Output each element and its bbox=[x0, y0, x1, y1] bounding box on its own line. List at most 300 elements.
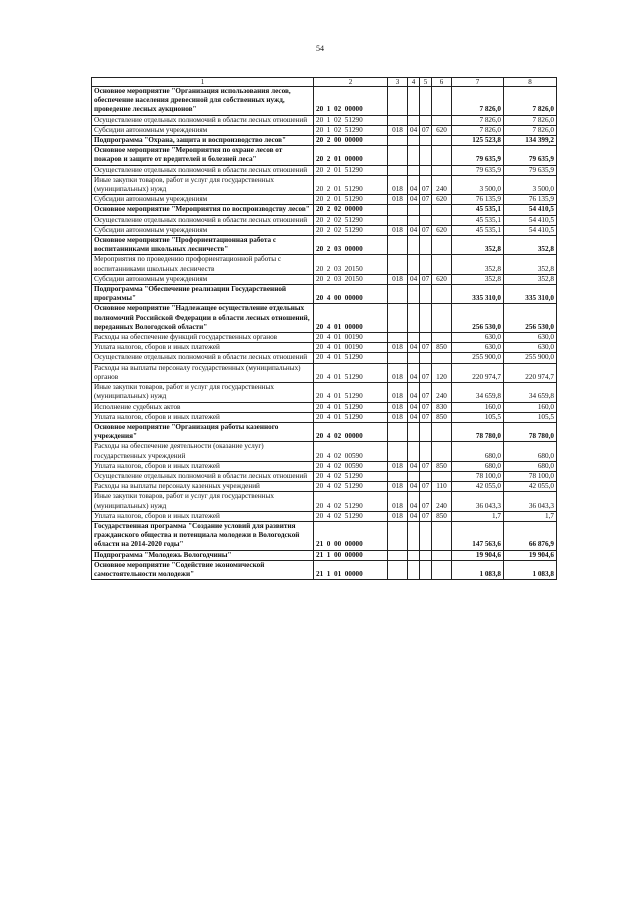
row-section bbox=[408, 146, 420, 165]
row-subsection bbox=[420, 422, 432, 441]
row-amount-year-2: 54 410,5 bbox=[504, 225, 557, 235]
row-amount-year-2: 630,0 bbox=[504, 343, 557, 353]
row-name: Осуществление отдельных полномочий в области лесных отношений bbox=[92, 165, 314, 175]
row-name: Основное мероприятие "Организация использования лесов, обеспечение населения древесиной для собственных нужд, проведение лесных аукционов" bbox=[92, 87, 314, 116]
row-expense-type bbox=[432, 255, 452, 274]
row-amount-year-2: 335 310,0 bbox=[504, 285, 557, 304]
row-amount-year-1: 45 535,1 bbox=[452, 215, 504, 225]
table-row bbox=[92, 136, 557, 146]
column-header: 2 bbox=[314, 78, 388, 87]
row-code: 20 2 02 51290 bbox=[314, 215, 388, 225]
row-name: Основное мероприятие "Мероприятия по воспроизводству лесов" bbox=[92, 205, 314, 215]
table-row bbox=[92, 521, 557, 550]
row-name: Расходы на обеспечение функций государственных органов bbox=[92, 333, 314, 343]
row-subsection bbox=[420, 87, 432, 116]
row-amount-year-2: 7 826,0 bbox=[504, 87, 557, 116]
row-department bbox=[388, 115, 408, 125]
row-subsection: 07 bbox=[420, 383, 432, 402]
row-expense-type: 110 bbox=[432, 482, 452, 492]
row-name: Субсидии автономным учреждениям bbox=[92, 274, 314, 284]
row-amount-year-2: 1 083,8 bbox=[504, 560, 557, 579]
table-row bbox=[92, 471, 557, 481]
row-amount-year-2: 256 530,0 bbox=[504, 304, 557, 333]
row-subsection bbox=[420, 205, 432, 215]
row-section bbox=[408, 215, 420, 225]
row-expense-type bbox=[432, 521, 452, 550]
row-expense-type: 850 bbox=[432, 461, 452, 471]
row-amount-year-2: 34 659,8 bbox=[504, 383, 557, 402]
row-name: Подпрограмма "Молодежь Вологодчины" bbox=[92, 550, 314, 560]
row-amount-year-2: 105,5 bbox=[504, 412, 557, 422]
row-section bbox=[408, 333, 420, 343]
table-row bbox=[92, 412, 557, 422]
row-code: 20 4 01 51290 bbox=[314, 353, 388, 363]
row-amount-year-2: 352,8 bbox=[504, 274, 557, 284]
row-name: Уплата налогов, сборов и иных платежей bbox=[92, 461, 314, 471]
row-code: 21 1 00 00000 bbox=[314, 550, 388, 560]
row-code: 20 2 03 20150 bbox=[314, 274, 388, 284]
row-amount-year-1: 76 135,9 bbox=[452, 195, 504, 205]
row-section bbox=[408, 115, 420, 125]
row-expense-type bbox=[432, 285, 452, 304]
row-department bbox=[388, 215, 408, 225]
column-header: 5 bbox=[420, 78, 432, 87]
row-code: 20 4 01 00190 bbox=[314, 333, 388, 343]
row-amount-year-1: 1 083,8 bbox=[452, 560, 504, 579]
row-code: 20 2 01 00000 bbox=[314, 146, 388, 165]
row-subsection: 07 bbox=[420, 402, 432, 412]
row-expense-type bbox=[432, 304, 452, 333]
row-amount-year-1: 34 659,8 bbox=[452, 383, 504, 402]
row-expense-type: 240 bbox=[432, 175, 452, 194]
row-amount-year-1: 36 043,3 bbox=[452, 492, 504, 511]
row-subsection: 07 bbox=[420, 511, 432, 521]
row-department: 018 bbox=[388, 492, 408, 511]
row-name: Осуществление отдельных полномочий в области лесных отношений bbox=[92, 471, 314, 481]
row-subsection bbox=[420, 304, 432, 333]
table-row bbox=[92, 482, 557, 492]
row-amount-year-1: 352,8 bbox=[452, 274, 504, 284]
page-number: 54 bbox=[316, 44, 324, 53]
row-amount-year-2: 19 904,6 bbox=[504, 550, 557, 560]
row-department bbox=[388, 285, 408, 304]
table-row bbox=[92, 205, 557, 215]
row-section bbox=[408, 304, 420, 333]
row-amount-year-2: 54 410,5 bbox=[504, 205, 557, 215]
row-department: 018 bbox=[388, 482, 408, 492]
row-amount-year-1: 7 826,0 bbox=[452, 87, 504, 116]
row-subsection: 07 bbox=[420, 274, 432, 284]
row-amount-year-2: 7 826,0 bbox=[504, 125, 557, 135]
column-header: 4 bbox=[408, 78, 420, 87]
row-subsection bbox=[420, 333, 432, 343]
row-subsection bbox=[420, 115, 432, 125]
row-expense-type bbox=[432, 136, 452, 146]
row-section bbox=[408, 353, 420, 363]
column-header: 3 bbox=[388, 78, 408, 87]
row-subsection bbox=[420, 146, 432, 165]
row-department: 018 bbox=[388, 363, 408, 382]
row-name: Осуществление отдельных полномочий в области лесных отношений bbox=[92, 353, 314, 363]
row-section: 04 bbox=[408, 383, 420, 402]
row-amount-year-2: 1,7 bbox=[504, 511, 557, 521]
row-code: 20 1 02 00000 bbox=[314, 87, 388, 116]
row-expense-type bbox=[432, 333, 452, 343]
row-amount-year-2: 76 135,9 bbox=[504, 195, 557, 205]
table-row bbox=[92, 402, 557, 412]
table-row bbox=[92, 236, 557, 255]
row-department bbox=[388, 236, 408, 255]
row-amount-year-1: 105,5 bbox=[452, 412, 504, 422]
column-header: 7 bbox=[452, 78, 504, 87]
row-amount-year-1: 78 100,0 bbox=[452, 471, 504, 481]
row-amount-year-1: 7 826,0 bbox=[452, 115, 504, 125]
table-row bbox=[92, 383, 557, 402]
row-name: Исполнение судебных актов bbox=[92, 402, 314, 412]
row-expense-type bbox=[432, 146, 452, 165]
row-department bbox=[388, 304, 408, 333]
row-subsection: 07 bbox=[420, 175, 432, 194]
row-amount-year-2: 7 826,0 bbox=[504, 115, 557, 125]
row-name: Уплата налогов, сборов и иных платежей bbox=[92, 511, 314, 521]
table-row bbox=[92, 285, 557, 304]
row-code: 20 2 03 20150 bbox=[314, 255, 388, 274]
table-row bbox=[92, 422, 557, 441]
row-code: 20 4 02 51290 bbox=[314, 511, 388, 521]
row-section bbox=[408, 422, 420, 441]
row-name: Уплата налогов, сборов и иных платежей bbox=[92, 343, 314, 353]
row-section: 04 bbox=[408, 511, 420, 521]
row-name: Иные закупки товаров, работ и услуг для государственных (муниципальных) нужд bbox=[92, 383, 314, 402]
row-name: Основное мероприятие "Мероприятия по охране лесов от пожаров и защите от вредителей и болезней леса" bbox=[92, 146, 314, 165]
row-code: 20 1 02 51290 bbox=[314, 115, 388, 125]
row-name: Основное мероприятие "Профориентационная работа с воспитанниками школьных лесничеств" bbox=[92, 236, 314, 255]
row-subsection bbox=[420, 165, 432, 175]
row-department bbox=[388, 165, 408, 175]
row-section bbox=[408, 236, 420, 255]
row-expense-type bbox=[432, 236, 452, 255]
row-subsection bbox=[420, 255, 432, 274]
row-section bbox=[408, 136, 420, 146]
column-header: 1 bbox=[92, 78, 314, 87]
table-row bbox=[92, 511, 557, 521]
row-amount-year-1: 256 530,0 bbox=[452, 304, 504, 333]
row-department bbox=[388, 205, 408, 215]
row-expense-type: 620 bbox=[432, 274, 452, 284]
row-code: 20 4 01 51290 bbox=[314, 383, 388, 402]
row-amount-year-1: 352,8 bbox=[452, 255, 504, 274]
row-section bbox=[408, 285, 420, 304]
row-department: 018 bbox=[388, 461, 408, 471]
table-row bbox=[92, 195, 557, 205]
table-row bbox=[92, 353, 557, 363]
row-amount-year-1: 7 826,0 bbox=[452, 125, 504, 135]
row-section bbox=[408, 255, 420, 274]
row-section bbox=[408, 442, 420, 461]
row-amount-year-1: 680,0 bbox=[452, 442, 504, 461]
row-amount-year-2: 630,0 bbox=[504, 333, 557, 343]
row-amount-year-1: 255 900,0 bbox=[452, 353, 504, 363]
row-amount-year-2: 78 780,0 bbox=[504, 422, 557, 441]
row-section: 04 bbox=[408, 363, 420, 382]
row-amount-year-1: 125 523,8 bbox=[452, 136, 504, 146]
row-expense-type: 240 bbox=[432, 492, 452, 511]
row-expense-type bbox=[432, 87, 452, 116]
row-amount-year-1: 79 635,9 bbox=[452, 146, 504, 165]
row-subsection bbox=[420, 560, 432, 579]
row-department bbox=[388, 353, 408, 363]
row-amount-year-1: 79 635,9 bbox=[452, 165, 504, 175]
row-amount-year-1: 42 055,0 bbox=[452, 482, 504, 492]
row-subsection bbox=[420, 236, 432, 255]
column-header: 8 bbox=[504, 78, 557, 87]
row-section: 04 bbox=[408, 482, 420, 492]
row-amount-year-2: 36 043,3 bbox=[504, 492, 557, 511]
row-expense-type bbox=[432, 165, 452, 175]
row-name: Осуществление отдельных полномочий в области лесных отношений bbox=[92, 115, 314, 125]
row-name: Подпрограмма "Обеспечение реализации Государственной программы" bbox=[92, 285, 314, 304]
row-subsection: 07 bbox=[420, 412, 432, 422]
row-subsection: 07 bbox=[420, 195, 432, 205]
table-row bbox=[92, 550, 557, 560]
row-code: 20 2 00 00000 bbox=[314, 136, 388, 146]
row-department: 018 bbox=[388, 274, 408, 284]
table-row bbox=[92, 146, 557, 165]
row-subsection: 07 bbox=[420, 461, 432, 471]
row-name: Мероприятия по проведению профориентационной работы с воспитанниками школьных лесничеств bbox=[92, 255, 314, 274]
row-department bbox=[388, 521, 408, 550]
row-department: 018 bbox=[388, 343, 408, 353]
row-code: 20 4 02 00590 bbox=[314, 442, 388, 461]
row-amount-year-1: 680,0 bbox=[452, 461, 504, 471]
row-subsection bbox=[420, 353, 432, 363]
row-expense-type: 830 bbox=[432, 402, 452, 412]
row-section bbox=[408, 521, 420, 550]
row-name: Осуществление отдельных полномочий в области лесных отношений bbox=[92, 215, 314, 225]
row-code: 20 4 02 51290 bbox=[314, 471, 388, 481]
row-department: 018 bbox=[388, 511, 408, 521]
row-code: 20 4 02 00590 bbox=[314, 461, 388, 471]
row-code: 21 0 00 00000 bbox=[314, 521, 388, 550]
row-section bbox=[408, 471, 420, 481]
row-subsection bbox=[420, 521, 432, 550]
row-amount-year-1: 335 310,0 bbox=[452, 285, 504, 304]
row-section bbox=[408, 205, 420, 215]
row-amount-year-2: 134 399,2 bbox=[504, 136, 557, 146]
table-header-row bbox=[92, 78, 557, 87]
row-subsection bbox=[420, 136, 432, 146]
table-row bbox=[92, 304, 557, 333]
budget-table bbox=[91, 77, 557, 580]
row-department bbox=[388, 146, 408, 165]
row-subsection: 07 bbox=[420, 343, 432, 353]
row-code: 20 4 02 00000 bbox=[314, 422, 388, 441]
row-section bbox=[408, 550, 420, 560]
row-subsection: 07 bbox=[420, 125, 432, 135]
row-name: Субсидии автономным учреждениям bbox=[92, 125, 314, 135]
row-department: 018 bbox=[388, 195, 408, 205]
row-subsection bbox=[420, 285, 432, 304]
row-name: Уплата налогов, сборов и иных платежей bbox=[92, 412, 314, 422]
row-expense-type bbox=[432, 560, 452, 579]
row-amount-year-1: 19 904,6 bbox=[452, 550, 504, 560]
table-row bbox=[92, 255, 557, 274]
row-expense-type: 850 bbox=[432, 412, 452, 422]
row-amount-year-1: 352,8 bbox=[452, 236, 504, 255]
row-subsection: 07 bbox=[420, 363, 432, 382]
table-row bbox=[92, 274, 557, 284]
row-amount-year-1: 45 535,1 bbox=[452, 205, 504, 215]
row-section: 04 bbox=[408, 175, 420, 194]
row-amount-year-1: 45 535,1 bbox=[452, 225, 504, 235]
row-section bbox=[408, 165, 420, 175]
row-name: Подпрограмма "Охрана, защита и воспроизводство лесов" bbox=[92, 136, 314, 146]
row-department bbox=[388, 136, 408, 146]
table-row bbox=[92, 175, 557, 194]
table-row bbox=[92, 492, 557, 511]
row-code: 20 4 01 51290 bbox=[314, 412, 388, 422]
row-amount-year-2: 79 635,9 bbox=[504, 146, 557, 165]
row-section bbox=[408, 87, 420, 116]
row-subsection bbox=[420, 215, 432, 225]
row-expense-type bbox=[432, 353, 452, 363]
row-amount-year-1: 630,0 bbox=[452, 333, 504, 343]
row-amount-year-2: 220 974,7 bbox=[504, 363, 557, 382]
row-amount-year-2: 680,0 bbox=[504, 461, 557, 471]
row-expense-type bbox=[432, 115, 452, 125]
row-subsection: 07 bbox=[420, 482, 432, 492]
row-department: 018 bbox=[388, 402, 408, 412]
row-amount-year-2: 42 055,0 bbox=[504, 482, 557, 492]
row-amount-year-1: 78 780,0 bbox=[452, 422, 504, 441]
row-section: 04 bbox=[408, 412, 420, 422]
row-code: 21 1 01 00000 bbox=[314, 560, 388, 579]
row-code: 20 2 03 00000 bbox=[314, 236, 388, 255]
row-name: Иные закупки товаров, работ и услуг для государственных (муниципальных) нужд bbox=[92, 175, 314, 194]
table-row bbox=[92, 333, 557, 343]
row-name: Расходы на выплаты персоналу государственных (муниципальных) органов bbox=[92, 363, 314, 382]
row-department bbox=[388, 333, 408, 343]
row-department: 018 bbox=[388, 125, 408, 135]
row-subsection: 07 bbox=[420, 225, 432, 235]
column-header: 6 bbox=[432, 78, 452, 87]
table-row bbox=[92, 215, 557, 225]
table-row bbox=[92, 115, 557, 125]
row-department bbox=[388, 87, 408, 116]
row-section: 04 bbox=[408, 225, 420, 235]
row-code: 20 4 02 51290 bbox=[314, 482, 388, 492]
row-expense-type: 240 bbox=[432, 383, 452, 402]
row-department: 018 bbox=[388, 383, 408, 402]
row-code: 20 2 02 00000 bbox=[314, 205, 388, 215]
row-amount-year-2: 680,0 bbox=[504, 442, 557, 461]
row-name: Субсидии автономным учреждениям bbox=[92, 225, 314, 235]
row-amount-year-1: 3 500,0 bbox=[452, 175, 504, 194]
row-amount-year-2: 352,8 bbox=[504, 255, 557, 274]
row-department bbox=[388, 442, 408, 461]
row-amount-year-2: 66 876,9 bbox=[504, 521, 557, 550]
row-section: 04 bbox=[408, 492, 420, 511]
row-code: 20 4 01 00190 bbox=[314, 343, 388, 353]
row-expense-type: 850 bbox=[432, 343, 452, 353]
table-row bbox=[92, 125, 557, 135]
row-name: Расходы на выплаты персоналу казенных учреждений bbox=[92, 482, 314, 492]
row-code: 20 2 02 51290 bbox=[314, 225, 388, 235]
row-department: 018 bbox=[388, 225, 408, 235]
row-department bbox=[388, 560, 408, 579]
row-section: 04 bbox=[408, 402, 420, 412]
row-expense-type bbox=[432, 422, 452, 441]
table-row bbox=[92, 225, 557, 235]
row-department: 018 bbox=[388, 412, 408, 422]
row-code: 20 2 01 51290 bbox=[314, 165, 388, 175]
table-row bbox=[92, 343, 557, 353]
row-department bbox=[388, 255, 408, 274]
table-row bbox=[92, 165, 557, 175]
row-name: Субсидии автономным учреждениям bbox=[92, 195, 314, 205]
row-expense-type: 620 bbox=[432, 225, 452, 235]
row-section: 04 bbox=[408, 343, 420, 353]
row-section: 04 bbox=[408, 195, 420, 205]
row-amount-year-2: 255 900,0 bbox=[504, 353, 557, 363]
row-expense-type bbox=[432, 215, 452, 225]
row-section: 04 bbox=[408, 274, 420, 284]
table-row bbox=[92, 87, 557, 116]
row-subsection bbox=[420, 442, 432, 461]
row-expense-type: 850 bbox=[432, 511, 452, 521]
row-amount-year-1: 160,0 bbox=[452, 402, 504, 412]
row-expense-type bbox=[432, 442, 452, 461]
row-code: 20 2 01 51290 bbox=[314, 195, 388, 205]
row-code: 20 2 01 51290 bbox=[314, 175, 388, 194]
row-department: 018 bbox=[388, 175, 408, 194]
row-subsection bbox=[420, 550, 432, 560]
row-amount-year-1: 147 563,6 bbox=[452, 521, 504, 550]
row-code: 20 1 02 51290 bbox=[314, 125, 388, 135]
row-amount-year-2: 352,8 bbox=[504, 236, 557, 255]
row-expense-type: 620 bbox=[432, 125, 452, 135]
row-name: Основное мероприятие "Содействие экономической самостоятельности молодежи" bbox=[92, 560, 314, 579]
row-section: 04 bbox=[408, 461, 420, 471]
row-expense-type: 620 bbox=[432, 195, 452, 205]
row-amount-year-2: 3 500,0 bbox=[504, 175, 557, 194]
row-subsection: 07 bbox=[420, 492, 432, 511]
row-department bbox=[388, 471, 408, 481]
row-amount-year-2: 160,0 bbox=[504, 402, 557, 412]
row-name: Расходы на обеспечение деятельности (оказание услуг) государственных учреждений bbox=[92, 442, 314, 461]
row-name: Основное мероприятие "Надлежащее осуществление отдельных полномочий Российской Федерации в области лесных отношений, переданных Вологодской области" bbox=[92, 304, 314, 333]
row-code: 20 4 02 51290 bbox=[314, 492, 388, 511]
row-code: 20 4 01 00000 bbox=[314, 304, 388, 333]
row-expense-type bbox=[432, 550, 452, 560]
row-name: Государственная программа "Создание условий для развития гражданского общества и потенциала молодежи в Вологодской области на 2014-2020 годы" bbox=[92, 521, 314, 550]
row-name: Иные закупки товаров, работ и услуг для государственных (муниципальных) нужд bbox=[92, 492, 314, 511]
row-amount-year-2: 79 635,9 bbox=[504, 165, 557, 175]
row-code: 20 4 00 00000 bbox=[314, 285, 388, 304]
row-code: 20 4 01 51290 bbox=[314, 402, 388, 412]
table-row bbox=[92, 442, 557, 461]
row-department bbox=[388, 422, 408, 441]
table-row bbox=[92, 363, 557, 382]
table-row bbox=[92, 560, 557, 579]
row-department bbox=[388, 550, 408, 560]
row-expense-type bbox=[432, 471, 452, 481]
row-expense-type: 120 bbox=[432, 363, 452, 382]
row-amount-year-1: 220 974,7 bbox=[452, 363, 504, 382]
row-section: 04 bbox=[408, 125, 420, 135]
row-amount-year-1: 630,0 bbox=[452, 343, 504, 353]
row-amount-year-2: 78 100,0 bbox=[504, 471, 557, 481]
